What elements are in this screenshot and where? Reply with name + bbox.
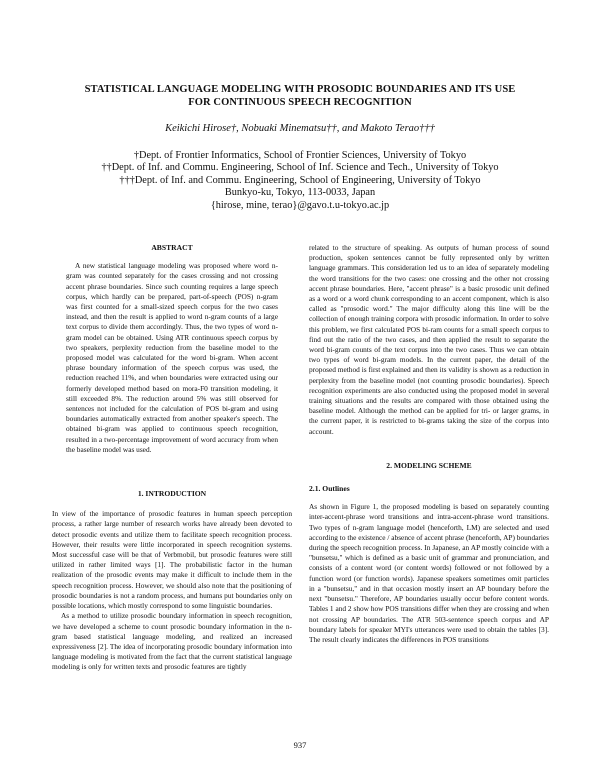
- paper-title: [50, 83, 550, 109]
- abstract-heading: ABSTRACT: [151, 243, 193, 252]
- title-line-2: FOR CONTINUOUS SPEECH RECOGNITION: [188, 97, 412, 108]
- abstract-text: A new statistical language modeling was proposed where word n-gram was counted separately for the cases crossing and not crossing accent phrase boundaries. Since such counting requires a large speech corpus, which hardly can be prepared, part-of-speech (POS) n-gram was first counted for a small-sized speech corpus for the two cases instead, and then the result is applied to word n-gram counts of a large text corpus to divide them accordingly. Thus, the two types of word n-gram model can be obtained. Using ATR continuous speech corpus by two speakers, perplexity reduction from the baseline model to the proposed model was calculated for the word bi-gram. When accent phrase boundary information of the speech corpus was used, the reduction reached 11%, and when boundaries were extracted using our formerly developed method based on mora-F0 transition modeling, it still exceeded 8%. The reduction around 5% was still observed for sentences not included for the calculation of POS bi-gram and using boundaries automatically extracted from another speaker's speech. The obtained bi-gram was applied to continuous speech recognition, resulted in a two-percentage improvement of word accuracy from when the baseline model was used.: [66, 261, 278, 454]
- page-number: 937: [293, 740, 307, 750]
- affiliations: [30, 150, 570, 212]
- intro-paragraph-1: In view of the importance of prosodic features in human speech perception process, a rather large number of research works have already been devoted to detect prosodic events and utilize them to facilitate speech recognition process. However, their results were little incorporated in speech recognition systems. Most successful case will be that of Verbmobil, but prosodic features were still utilized in rather limited ways [1]. The probabilistic factor in the human realization of the prosodic events may make it difficult to include them in the speech recognition process. However, we should also note that the positioning of prosodic boundaries is not a random process, and humans put boundaries only on possible locations, which mostly correspond to some linguistic boundaries.: [52, 509, 292, 611]
- intro-heading: 1. INTRODUCTION: [137, 489, 207, 499]
- title-line-1: STATISTICAL LANGUAGE MODELING WITH PROSODIC BOUNDARIES AND ITS USE: [84, 84, 516, 95]
- outlines-subheading: 2.1. Outlines: [309, 484, 350, 494]
- left-column: [52, 243, 292, 673]
- authors: Keikichi Hirose†, Nobuaki Minematsu††, and Makoto Terao†††: [165, 123, 435, 134]
- intro-paragraph-2: As a method to utilize prosodic boundary information in speech recognition, we have developed a scheme to count prosodic boundary information in the n-gram based statistical language modeling, and realized an increased expressiveness [2]. The idea of incorporating prosodic boundary information into language modeling is motivated from the fact that the current statistical language modeling is only for written texts and prosodic features are tightly: [52, 611, 292, 672]
- modeling-heading: 2. MODELING SCHEME: [386, 460, 472, 470]
- email: {hirose, mine, terao}@gavo.t.u-tokyo.ac.jp: [210, 199, 390, 211]
- right-column: [309, 243, 549, 645]
- abstract-block: [66, 261, 278, 455]
- outlines-paragraph: As shown in Figure 1, the proposed modeling is based on separately counting inter-accent-phrase word transitions and intra-accent-phrase word transitions. Two types of n-gram language model (henceforth, LM) are selected and used according to the existence / absence of accent phrase (henceforth, AP) boundaries during the speech recognition process. In Japanese, an AP mostly coincide with a "bunsetsu," which is defined as a basic unit of grammar and pronunciation, and consists of a content word (or content words) followed or not followed by a function word (or function words). Japanese speakers sometimes omit particles in a "bunsetsu," and in that occasion mostly insert an AP boundary before the next "bunsetsu." Therefore, AP boundaries usually occur before content words. Tables 1 and 2 show how POS transitions differ when they are crossing and when not crossing AP boundaries. The ATR 503-sentence speech corpus and AP boundary labels for speaker MYI's utterances were used to obtain the tables [3]. The result clearly indicates the differences in POS transitions: [309, 502, 549, 644]
- affiliation-3: †††Dept. of Inf. and Commu. Engineering, School of Engineering, University of Tokyo: [119, 174, 481, 186]
- address: Bunkyo-ku, Tokyo, 113-0033, Japan: [224, 187, 376, 199]
- affiliation-2: ††Dept. of Inf. and Commu. Engineering, School of Inf. Science and Tech., University of Tokyo: [101, 162, 499, 174]
- affiliation-1: †Dept. of Frontier Informatics, School of Frontier Sciences, University of Tokyo: [133, 150, 467, 161]
- intro-continued-paragraph: related to the structure of speaking. As outputs of human process of sound production, spoken sentences cannot be fully represented only by written language grammars. This consideration led us to an idea of separately modeling the word transitions for the two cases: one crossing and the other not crossing accent phrase boundaries. Here, "accent phrase" is a basic prosodic unit defined as a word or a word chunk corresponding to an accent component, which is also called as "prosodic word." The major difficulty along this line will be the collection of enough training corpora with prosodic information. In order to solve this problem, we first calculated POS bi-ram counts for a small speech corpus to find out the ratio of the two cases, and then applied the result to separate the word bi-gram counts of the text corpus into the two cases. Thus we can obtain two types of word bi-gram models. In the current paper, the detail of the proposed method is first explained and then its validity is shown as a reduction in perplexity from the baseline model (not counting prosodic boundaries). Speech recognition experiments are also conducted using the proposed model in several training situations and the results are compared with those obtained using the baseline model. Although the method can be applied for tri- or larger grams, in the current paper, it is restricted to bi-grams taking the size of the corpus into account.: [309, 243, 549, 436]
